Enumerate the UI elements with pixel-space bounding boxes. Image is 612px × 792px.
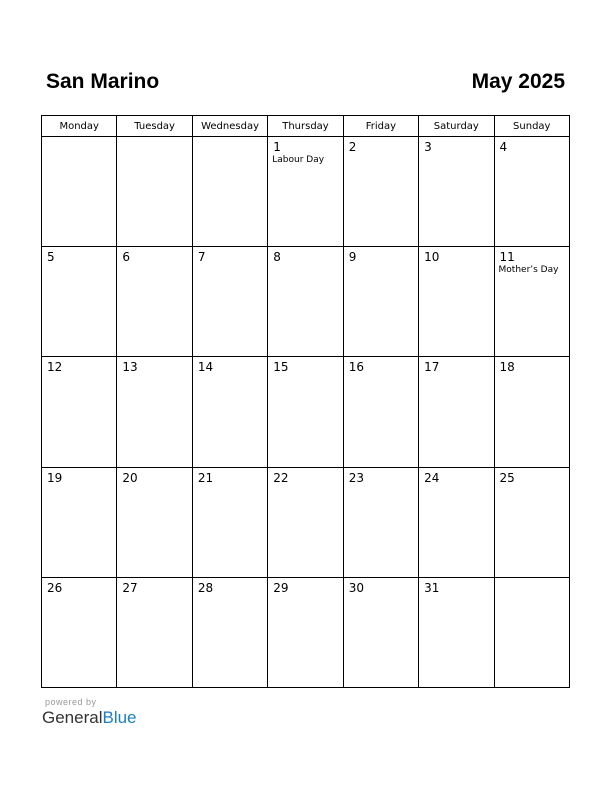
day-number — [495, 578, 569, 581]
weekday-header: Thursday — [268, 116, 343, 137]
day-number: 10 — [424, 250, 440, 265]
day-cell — [42, 357, 117, 467]
generalblue-logo[interactable] — [42, 708, 137, 728]
day-cell — [343, 577, 418, 687]
day-number: 29 — [273, 580, 289, 595]
weekday-header: Wednesday — [192, 116, 267, 137]
day-number — [193, 137, 267, 140]
day-cell — [419, 467, 494, 577]
day-number: 3 — [424, 140, 432, 154]
day-cell — [343, 467, 418, 577]
day-cell — [42, 467, 117, 577]
day-number: 26 — [47, 580, 63, 595]
day-number: 11 — [499, 250, 515, 265]
day-cell — [343, 137, 418, 247]
day-cell — [117, 137, 192, 247]
day-number — [117, 137, 191, 140]
day-cell — [268, 577, 343, 687]
day-cell — [419, 357, 494, 467]
country-title: San Marino — [46, 70, 160, 93]
day-number — [42, 137, 116, 140]
day-cell — [494, 467, 569, 577]
day-number: 1 — [273, 140, 281, 154]
day-number: 5 — [47, 250, 55, 265]
day-cell — [343, 357, 418, 467]
day-number: 14 — [197, 360, 214, 375]
day-cell — [192, 577, 267, 687]
day-number: 30 — [348, 580, 364, 595]
day-cell — [268, 357, 343, 467]
day-cell — [494, 247, 569, 357]
day-number: 27 — [122, 580, 138, 595]
holiday-label: Mother’s Day — [498, 265, 559, 276]
weekday-header: Saturday — [419, 116, 494, 137]
month-title: May 2025 — [471, 70, 565, 93]
day-number: 7 — [197, 250, 206, 265]
day-number: 9 — [348, 250, 357, 265]
week-row — [42, 137, 570, 247]
weekday-header: Monday — [42, 116, 117, 137]
day-number: 31 — [424, 580, 440, 595]
day-number: 23 — [348, 470, 364, 485]
day-cell — [192, 357, 267, 467]
weekday-header: Tuesday — [117, 116, 192, 137]
logo-text-general: General — [42, 708, 103, 727]
weekday-header: Sunday — [494, 116, 569, 137]
week-row — [42, 467, 570, 577]
day-number: 21 — [197, 470, 214, 485]
day-cell — [268, 247, 343, 357]
holiday-label: Labour Day — [272, 155, 325, 165]
day-number: 17 — [424, 360, 440, 375]
day-cell — [117, 247, 192, 357]
week-row — [42, 357, 570, 467]
day-number: 8 — [273, 250, 281, 265]
day-cell — [419, 137, 494, 247]
day-cell — [42, 247, 117, 357]
day-cell — [494, 137, 569, 247]
day-cell — [419, 247, 494, 357]
powered-by-text: powered by — [45, 697, 97, 707]
day-number: 12 — [47, 360, 63, 375]
day-number: 28 — [197, 580, 214, 595]
day-number: 16 — [348, 360, 364, 375]
week-row — [42, 577, 570, 687]
day-cell — [192, 467, 267, 577]
day-cell — [117, 467, 192, 577]
day-number: 4 — [499, 140, 508, 154]
weekday-header-row — [42, 116, 570, 137]
day-number: 20 — [122, 470, 138, 485]
logo-text-blue: Blue — [102, 708, 137, 727]
day-number: 15 — [273, 360, 289, 375]
weekday-header: Friday — [343, 116, 418, 137]
day-cell — [117, 577, 192, 687]
day-number: 18 — [499, 360, 515, 375]
day-number: 22 — [273, 470, 289, 485]
day-number: 25 — [499, 470, 515, 485]
day-cell — [494, 577, 569, 687]
day-cell — [419, 577, 494, 687]
day-cell — [192, 137, 267, 247]
day-cell — [42, 137, 117, 247]
day-cell — [42, 577, 117, 687]
day-number: 6 — [122, 250, 131, 265]
day-number: 19 — [47, 470, 63, 485]
day-number: 24 — [424, 470, 440, 485]
day-cell — [494, 357, 569, 467]
calendar-grid — [41, 115, 570, 688]
day-cell — [192, 247, 267, 357]
day-cell — [268, 137, 343, 247]
day-cell — [117, 357, 192, 467]
day-number: 2 — [348, 140, 357, 154]
week-row — [42, 247, 570, 357]
day-number: 13 — [122, 360, 138, 375]
day-cell — [268, 467, 343, 577]
day-cell — [343, 247, 418, 357]
